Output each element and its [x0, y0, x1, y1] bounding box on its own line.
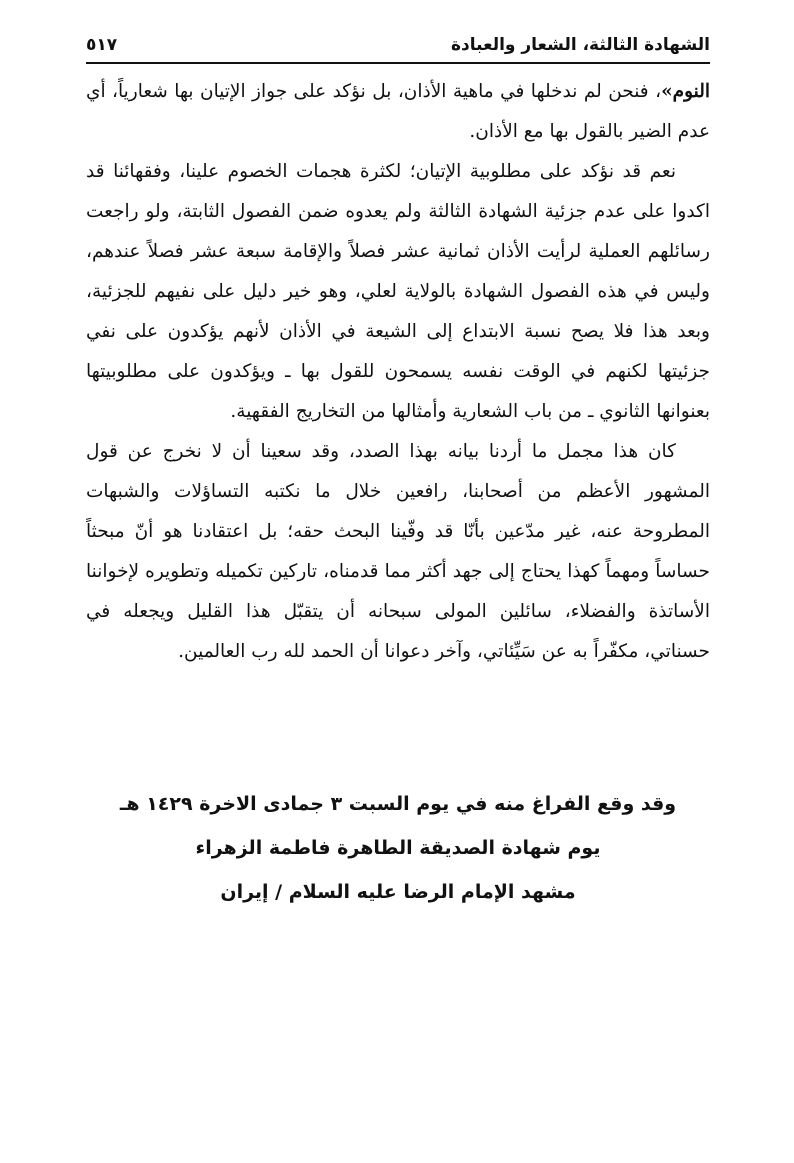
paragraph-1: [86, 72, 710, 152]
paragraph-3: كان هذا مجمل ما أردنا بيانه بهذا الصدد، وقد سعينا أن لا نخرج عن قول المشهور الأعظم من أصحابنا، رافعين خلال ما نكتبه التساؤلات والشبهات المطروحة عنه، غير مدّعين بأنّا قد وفّينا البحث حقه؛ بل اعتقادنا هو أنّ مبحثاً حساساً ومهماً كهذا يحتاج إلى جهد أكثر مما قدمناه، تاركين تكميله وتطويره لإخواننا الأساتذة والفضلاء، سائلين المولى سبحانه أن يتقبّل هذا القليل ويجعله في حسناتي، مكفّراً به عن سَيِّئاتي، وآخر دعوانا أن الحمد لله رب العالمين.: [86, 441, 710, 662]
paragraph-1-rest: ، فنحن لم ندخلها في ماهية الأذان، بل نؤكد على جواز الإتيان بها شعارياً، أي عدم الضير بالقول بها مع الأذان.: [86, 81, 710, 142]
header-divider: [86, 62, 710, 64]
colophon: [86, 782, 710, 914]
paragraph-1-bold-lead: النوم»: [661, 81, 710, 102]
colophon-line-2: يوم شهادة الصديقة الطاهرة فاطمة الزهراء: [195, 837, 601, 859]
main-text: [86, 72, 710, 672]
paragraph-2: نعم قد نؤكد على مطلوبية الإتيان؛ لكثرة هجمات الخصوم علينا، وفقهائنا قد اكدوا على عدم جزئية الشهادة الثالثة ولم يعدوه ضمن الفصول الثابتة، ولو راجعت رسائلهم العملية لرأيت الأذان ثمانية عشر فصلاً والإقامة سبعة عشر فصلاً عندهم، وليس في هذه الفصول الشهادة بالولاية لعلي، وهو خير دليل على نفيهم للجزئية، وبعد هذا فلا يصح نسبة الابتداع إلى الشيعة في الأذان لأنهم يؤكدون على نفي جزئيتها لكنهم في الوقت نفسه يسمحون للقول بها ـ ويؤكدون على مطلوبيتها بعنوانها الثانوي ـ من باب الشعارية وأمثالها من التخاريج الفقهية.: [86, 161, 710, 422]
colophon-line-3: مشهد الإمام الرضا عليه السلام / إيران: [220, 881, 576, 903]
colophon-line-1: وقد وقع الفراغ منه في يوم السبت ٣ جمادى الاخرة ١٤٢٩ هـ: [119, 793, 677, 815]
running-title: الشهادة الثالثة، الشعار والعبادة: [451, 35, 710, 55]
running-header: [86, 28, 710, 62]
page-number: ٥١٧: [86, 35, 118, 55]
